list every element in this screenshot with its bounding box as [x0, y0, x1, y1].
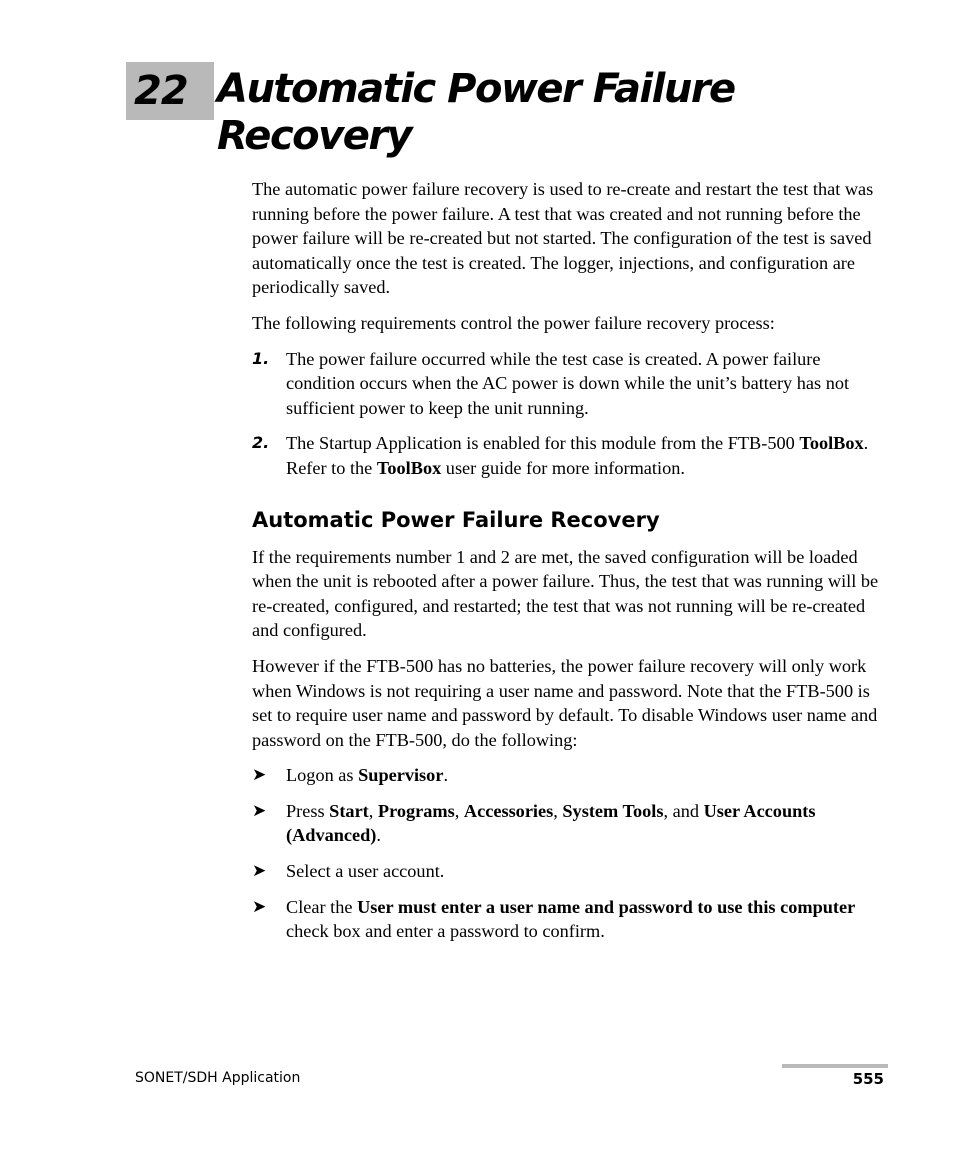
step-item-3: [252, 859, 888, 884]
requirement-text: user guide for more information.: [441, 457, 685, 478]
chapter-title: Automatic Power Failure Recovery: [217, 66, 735, 159]
section-paragraph-1: If the requirements number 1 and 2 are met, the saved configuration will be loaded when the unit is rebooted after a power failure. Thus, the test that was running will be re-created, configured, and restarted; the test that was not running will be re-created and configured.: [252, 546, 879, 641]
toolbox-term: ToolBox: [376, 457, 442, 478]
arrow-bullet-icon: ➤: [252, 800, 267, 821]
step-term: Start: [329, 800, 369, 821]
requirement-number: 1.: [252, 348, 270, 368]
step-text: check box and enter a password to confirm.: [286, 921, 605, 942]
step-term: Supervisor: [358, 765, 444, 786]
requirement-item-2: [252, 431, 888, 480]
step-text: Clear the: [286, 896, 358, 917]
footer-document-title: SONET/SDH Application: [135, 1070, 301, 1086]
step-text: .: [376, 825, 381, 846]
toolbox-term: ToolBox: [799, 433, 864, 454]
step-term: User must enter a user name and password to use this computer: [357, 896, 856, 917]
step-term: User Accounts (Advanced): [286, 800, 816, 846]
step-item-2: [252, 799, 888, 848]
arrow-bullet-icon: ➤: [252, 861, 267, 882]
arrow-bullet-icon: ➤: [252, 896, 267, 917]
step-term: Accessories: [463, 800, 554, 821]
step-text: ,: [368, 800, 378, 821]
step-text: .: [443, 765, 449, 786]
requirement-text: . Refer to the: [286, 433, 869, 478]
requirement-text: The power failure occurred while the test case is created. A power failure condition occurs when the AC power is down while the unit’s battery has not sufficient power to keep the unit running.: [286, 348, 850, 418]
step-text: Press: [286, 800, 330, 821]
step-text: ,: [553, 800, 563, 821]
step-text: Logon as: [286, 765, 359, 786]
step-item-1: [252, 763, 888, 788]
step-item-4: [252, 895, 888, 944]
step-term: Programs: [377, 800, 455, 821]
requirement-item-1: [252, 347, 888, 421]
intro-paragraph-2: The following requirements control the power failure recovery process:: [252, 312, 775, 333]
step-text: Select a user account.: [286, 861, 445, 882]
section-paragraph-2: However if the FTB-500 has no batteries, the power failure recovery will only work when Windows is not requiring a user name and password. Note that the FTB-500 is set to require user name and password by default. To disable Windows user name and password on the FTB-500, do the following:: [252, 655, 878, 750]
chapter-number: 22: [134, 68, 188, 114]
requirement-number: 2.: [252, 433, 270, 453]
footer-rule: [782, 1064, 888, 1068]
footer-page-number: 555: [852, 1070, 884, 1088]
step-text: , and: [663, 800, 704, 821]
intro-paragraph-1: The automatic power failure recovery is used to re-create and restart the test that was running before the power failure. A test that was created and not running before the power failure will be re-created but not started. The configuration of the test is saved automatically once the test is created. The logger, injections, and configuration are periodically saved.: [252, 179, 874, 298]
step-text: ,: [454, 800, 464, 821]
requirement-text: The Startup Application is enabled for this module from the FTB-500: [286, 433, 800, 454]
section-heading: Automatic Power Failure Recovery: [252, 507, 660, 532]
step-term: System Tools: [562, 800, 664, 821]
arrow-bullet-icon: ➤: [252, 765, 267, 786]
page-content: [252, 177, 888, 955]
